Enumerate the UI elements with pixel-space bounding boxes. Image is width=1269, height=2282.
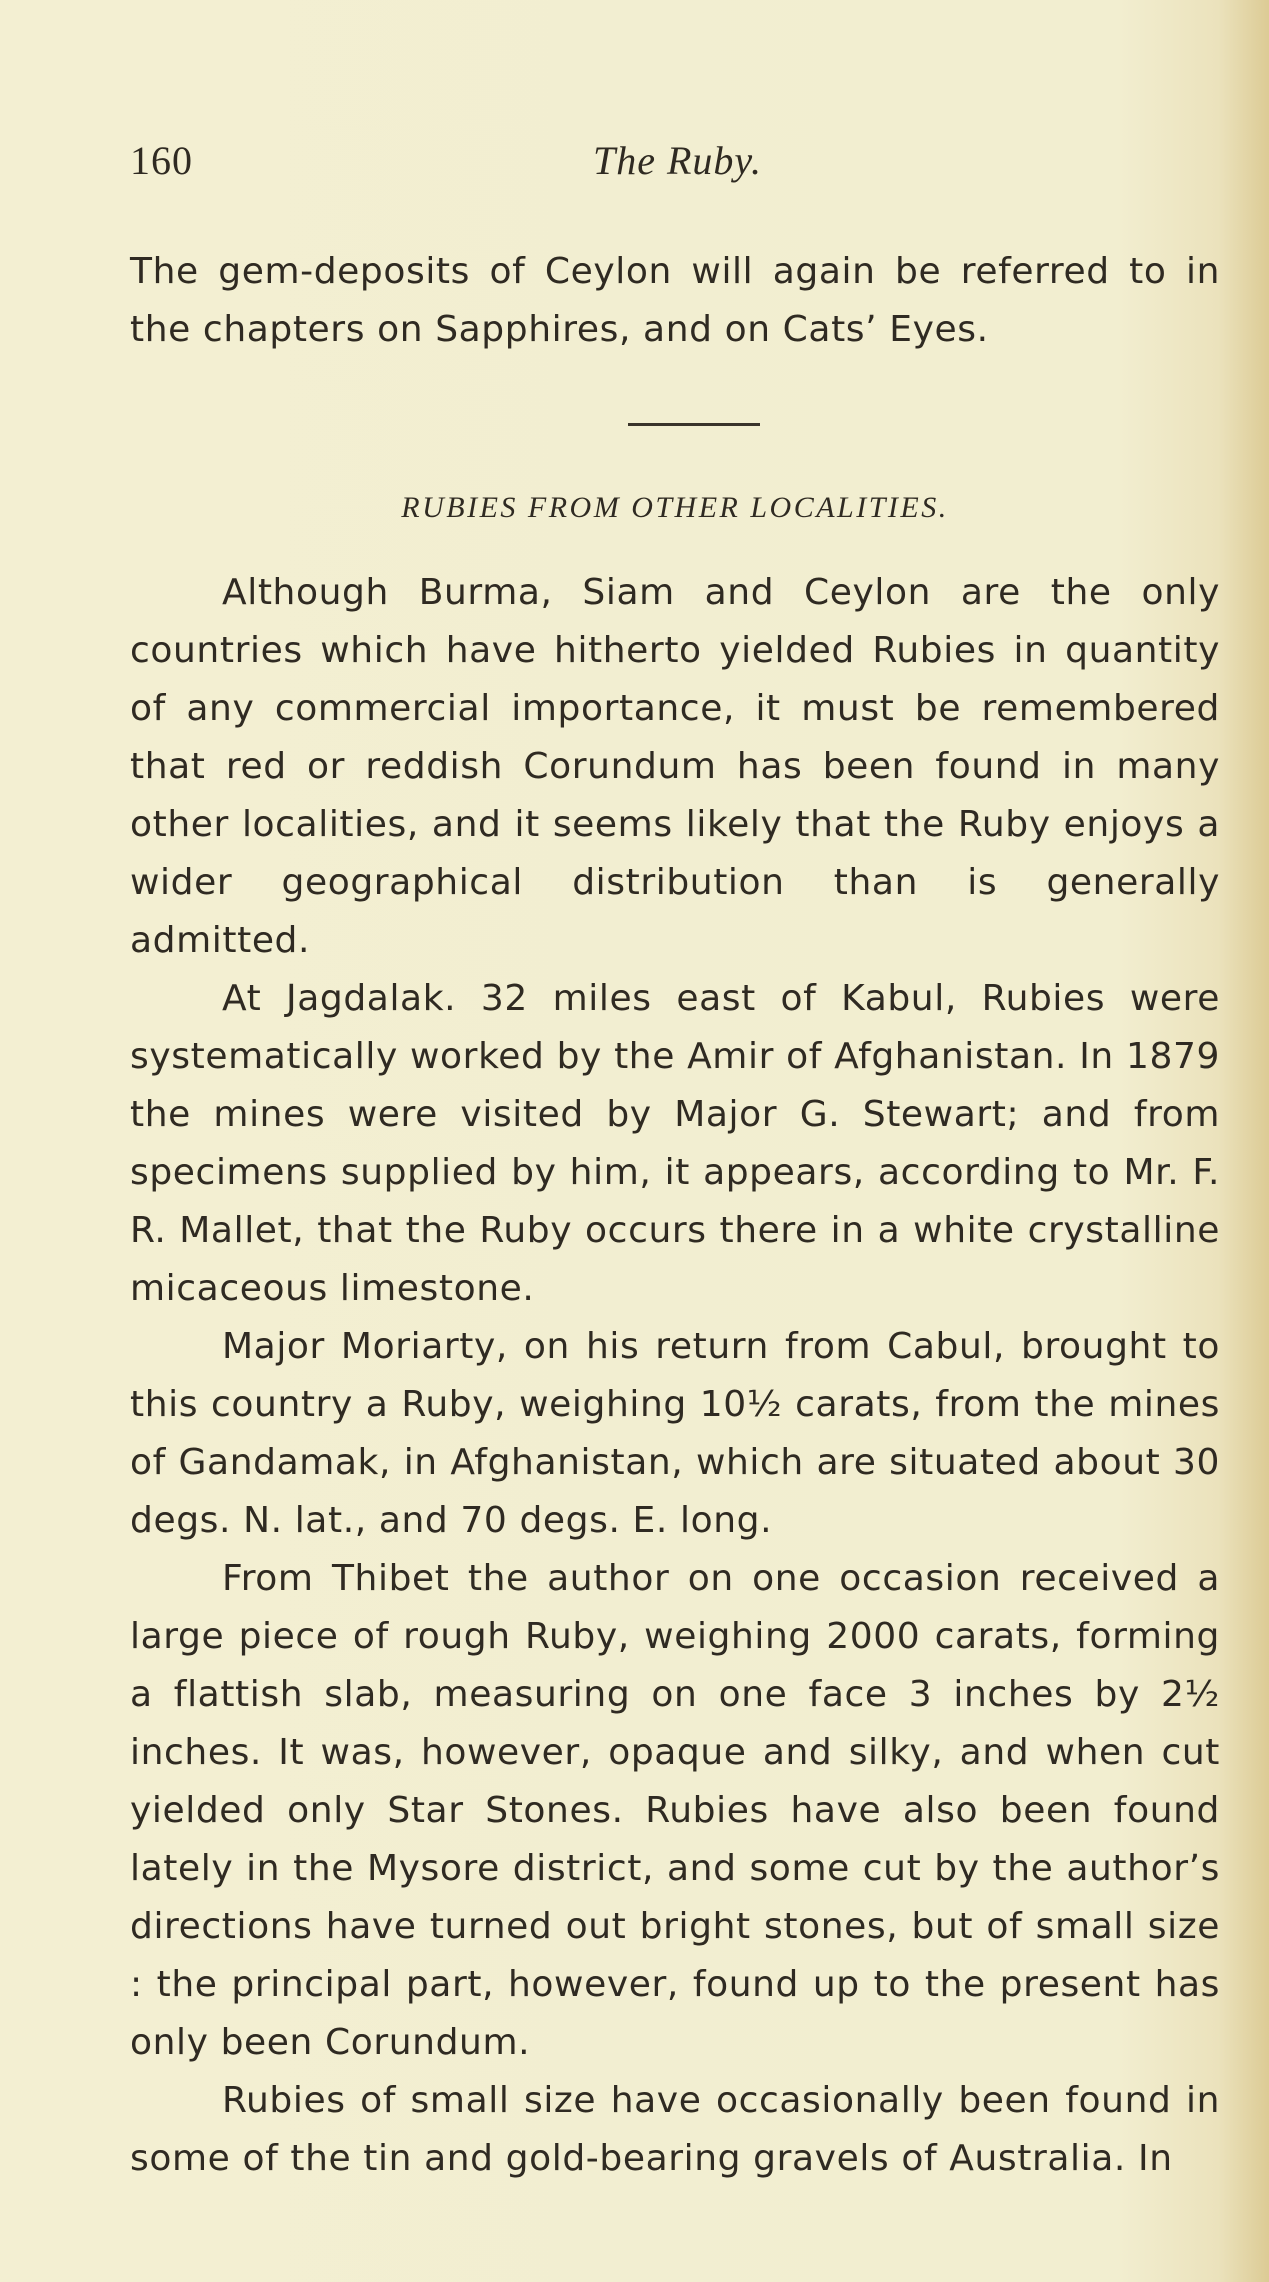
paragraph-3: Major Moriarty, on his return from Cabul, brought to this country a Ruby, weighing 10½ carats, from the mines of Gandamak, in Afghanistan, which are situated about 30 degs. N. lat., and 70 degs. E. long. [130, 1326, 1220, 1541]
page-number: 160 [130, 138, 193, 183]
paragraph-4: From Thibet the author on one occasion received a large piece of rough Ruby, weighing 2000 carats, forming a flattish slab, measuring on one face 3 inches by 2½ inches. It was, however, opaque and silky, and when cut yielded only Star Stones. Rubies have also been found lately in the Mysore district, and some cut by the author’s directions have turned out bright stones, but of small size : the principal part, however, found up to the present has only been Corundum. [130, 1558, 1220, 2063]
paragraph-1: Although Burma, Siam and Ceylon are the only countries which have hitherto yielded Rubies in quantity of any commercial importance, it must be remembered that red or reddish Corundum has been found in many other localities, and it seems likely that the Ruby enjoys a wider geographical distribution than is generally admitted. [130, 572, 1220, 961]
section-heading: RUBIES FROM OTHER LOCALITIES. [401, 491, 949, 524]
intro-text [130, 243, 1220, 359]
intro-paragraph: The gem-deposits of Ceylon will again be referred to in the chapters on Sapphires, and on Cats’ Eyes. [130, 251, 1220, 350]
running-header [130, 137, 1220, 197]
main-text [130, 564, 1220, 2188]
paragraph-2: At Jagdalak. 32 miles east of Kabul, Rubies were systematically worked by the Amir of Afghanistan. In 1879 the mines were visited by Major G. Stewart; and from specimens supplied by him, it appears, according to Mr. F. R. Mallet, that the Ruby occurs there in a white crystalline micaceous limestone. [130, 978, 1220, 1309]
running-title: The Ruby. [593, 138, 762, 183]
paragraph-5: Rubies of small size have occasionally been found in some of the tin and gold-bearing gravels of Australia. In [130, 2080, 1220, 2179]
section-divider [628, 423, 760, 426]
